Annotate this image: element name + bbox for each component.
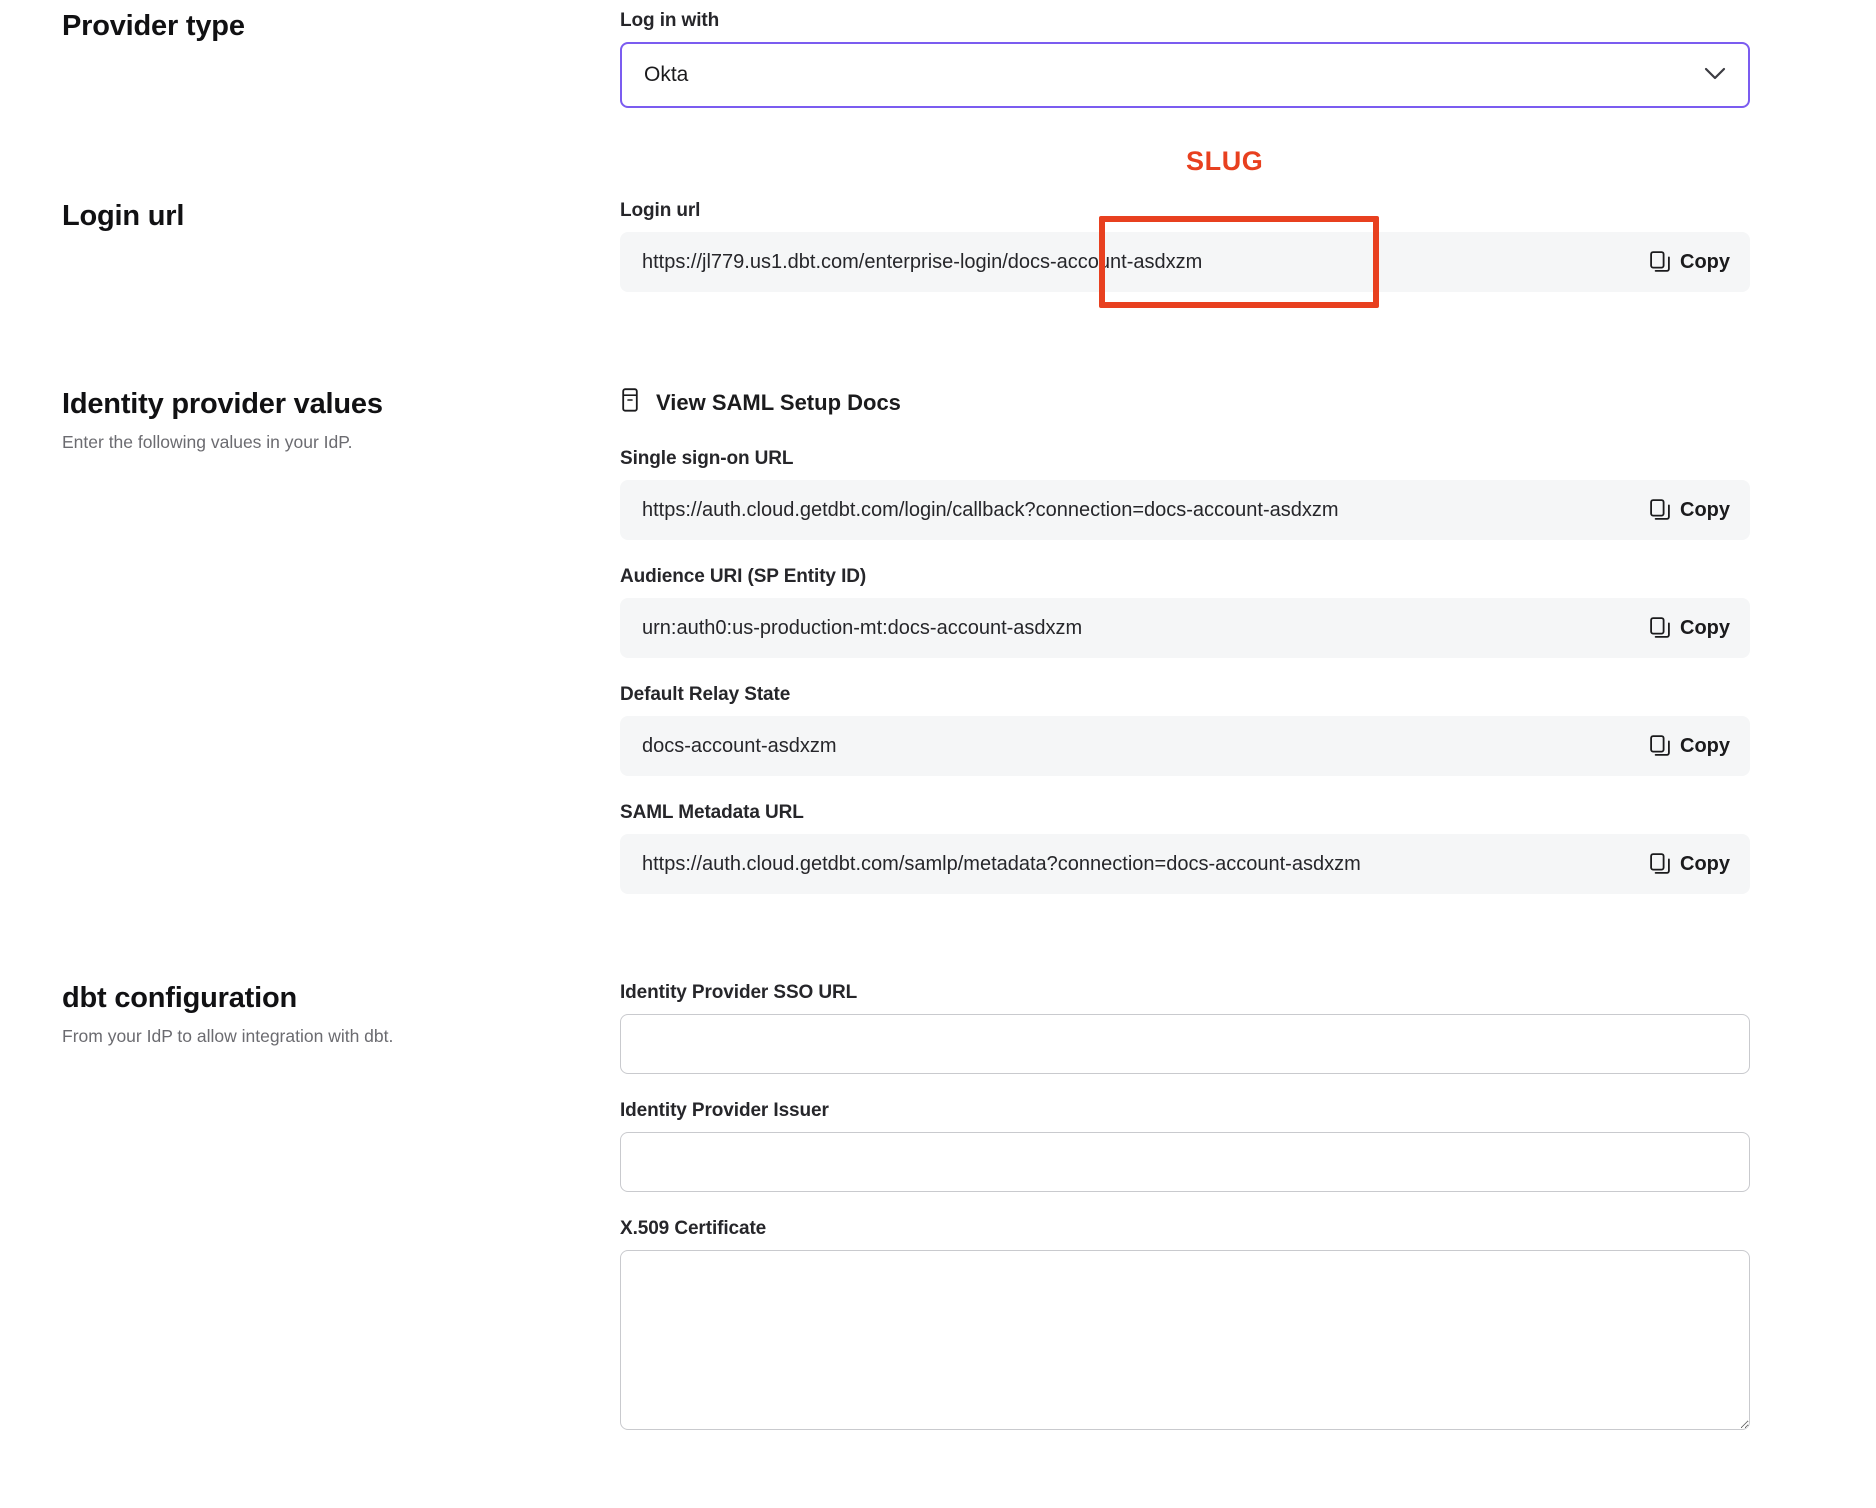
copy-saml-metadata-url-label: Copy xyxy=(1680,852,1730,875)
login-url-prefix: https://jl779.us1.dbt.com/enterprise-login/ xyxy=(642,250,1008,273)
view-saml-setup-docs-label: View SAML Setup Docs xyxy=(656,390,901,415)
provider-type-selected-value: Okta xyxy=(644,63,689,86)
page-title-provider-type: Provider type xyxy=(62,10,245,42)
identity-provider-values-content xyxy=(620,388,1876,920)
dbt-configuration-content xyxy=(620,982,1876,1461)
default-relay-state-label: Default Relay State xyxy=(620,684,791,705)
login-url-slug: docs-account-asdxzm xyxy=(1007,250,1203,273)
identity-provider-issuer-input[interactable] xyxy=(620,1132,1750,1192)
slug-annotation-label: SLUG xyxy=(1186,146,1264,176)
field-saml-metadata-url xyxy=(620,802,1876,894)
page-title-identity-provider-values: Identity provider values xyxy=(62,388,383,420)
provider-type-label-col xyxy=(0,10,620,43)
copy-login-url-label: Copy xyxy=(1680,250,1730,273)
copy-audience-uri-label: Copy xyxy=(1680,616,1730,639)
copy-icon xyxy=(1650,251,1670,273)
single-sign-on-url-value: https://auth.cloud.getdbt.com/login/callback?connection=docs-account-asdxzm xyxy=(642,498,1339,521)
default-relay-state-row xyxy=(620,716,1750,776)
section-login-url xyxy=(0,108,1876,292)
copy-audience-uri-button[interactable] xyxy=(1650,617,1730,640)
section-dbt-configuration xyxy=(0,920,1876,1461)
provider-type-select[interactable] xyxy=(620,42,1750,108)
copy-default-relay-state-label: Copy xyxy=(1680,734,1730,757)
field-single-sign-on-url xyxy=(620,448,1876,540)
copy-icon xyxy=(1650,853,1670,875)
provider-type-content xyxy=(620,10,1876,108)
single-sign-on-url-label: Single sign-on URL xyxy=(620,448,794,469)
copy-default-relay-state-button[interactable] xyxy=(1650,735,1730,758)
section-provider-type xyxy=(0,0,1876,108)
saml-metadata-url-row xyxy=(620,834,1750,894)
page-title-login-url: Login url xyxy=(62,200,185,232)
copy-icon xyxy=(1650,499,1670,521)
single-sign-on-url-row xyxy=(620,480,1750,540)
login-url-field-label: Login url xyxy=(620,200,701,221)
field-audience-uri xyxy=(620,566,1876,658)
saml-metadata-url-label: SAML Metadata URL xyxy=(620,802,804,823)
dbt-configuration-label-col xyxy=(0,982,620,1049)
log-in-with-label: Log in with xyxy=(620,10,720,31)
copy-login-url-button[interactable] xyxy=(1650,251,1730,274)
copy-single-sign-on-url-button[interactable] xyxy=(1650,499,1730,522)
login-url-label-col xyxy=(0,200,620,233)
default-relay-state-value: docs-account-asdxzm xyxy=(642,734,837,757)
view-saml-setup-docs-link[interactable] xyxy=(620,388,901,418)
field-identity-provider-sso-url xyxy=(620,982,1876,1074)
copy-saml-metadata-url-button[interactable] xyxy=(1650,853,1730,876)
identity-provider-sso-url-label: Identity Provider SSO URL xyxy=(620,982,858,1003)
field-identity-provider-issuer xyxy=(620,1100,1876,1192)
copy-icon xyxy=(1650,735,1670,757)
section-identity-provider-values xyxy=(0,292,1876,920)
chevron-down-icon xyxy=(1704,63,1726,87)
page-title-dbt-configuration: dbt configuration xyxy=(62,982,298,1014)
x509-certificate-textarea[interactable] xyxy=(620,1250,1750,1430)
login-url-value xyxy=(642,251,1202,274)
dbt-configuration-subtitle: From your IdP to allow integration with dbt. xyxy=(62,1026,394,1046)
login-url-content xyxy=(620,146,1876,292)
audience-uri-label: Audience URI (SP Entity ID) xyxy=(620,566,867,587)
document-icon xyxy=(620,388,640,418)
login-url-value-row xyxy=(620,232,1750,292)
saml-metadata-url-value: https://auth.cloud.getdbt.com/samlp/metadata?connection=docs-account-asdxzm xyxy=(642,852,1361,875)
identity-provider-sso-url-input[interactable] xyxy=(620,1014,1750,1074)
identity-provider-issuer-label: Identity Provider Issuer xyxy=(620,1100,829,1121)
audience-uri-value: urn:auth0:us-production-mt:docs-account-asdxzm xyxy=(642,616,1083,639)
audience-uri-row xyxy=(620,598,1750,658)
copy-single-sign-on-url-label: Copy xyxy=(1680,498,1730,521)
identity-provider-values-subtitle: Enter the following values in your IdP. xyxy=(62,432,353,452)
x509-certificate-label: X.509 Certificate xyxy=(620,1218,767,1239)
field-x509-certificate xyxy=(620,1218,1876,1435)
field-default-relay-state xyxy=(620,684,1876,776)
copy-icon xyxy=(1650,617,1670,639)
identity-provider-values-label-col xyxy=(0,388,620,455)
